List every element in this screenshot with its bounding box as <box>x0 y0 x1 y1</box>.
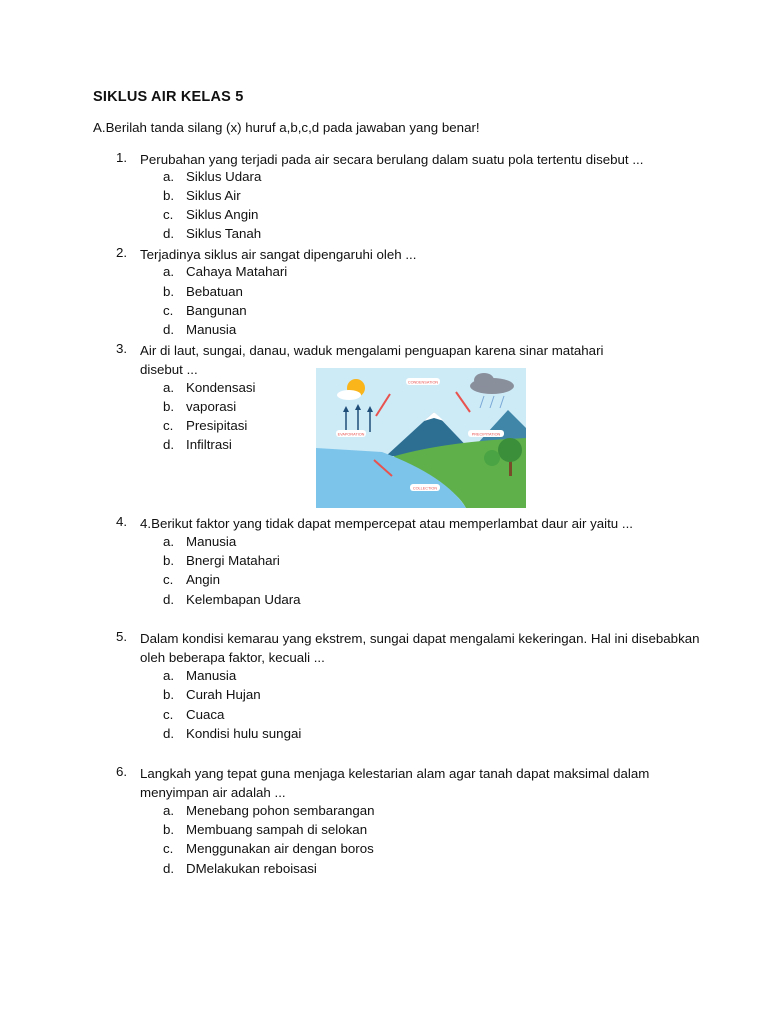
option-text: Membuang sampah di selokan <box>186 822 368 837</box>
option-text: Bangunan <box>186 303 247 318</box>
option-letter: a. <box>163 264 175 279</box>
water-cycle-diagram <box>316 368 526 508</box>
option-letter: d. <box>163 726 175 741</box>
option-letter: c. <box>163 418 174 433</box>
option-text: Bebatuan <box>186 284 243 299</box>
collection-label: COLLECTION <box>412 486 438 491</box>
question-text: Langkah yang tepat guna menjaga kelestarian alam agar tanah dapat maksimal dalam menyimpan air adalah ... <box>140 766 650 801</box>
option-letter: c. <box>163 207 174 222</box>
bush-icon <box>484 450 500 466</box>
option-letter: b. <box>163 399 175 414</box>
option-letter: c. <box>163 707 174 722</box>
option-text: Siklus Tanah <box>186 226 262 241</box>
option-text: vaporasi <box>186 399 237 414</box>
question-text: 4.Berikut faktor yang tidak dapat mempercepat atau memperlambat daur air yaitu ... <box>140 516 633 531</box>
option-text: Kondensasi <box>186 380 256 395</box>
question-number: 4. <box>116 514 128 529</box>
option-letter: a. <box>163 803 175 818</box>
option-letter: c. <box>163 841 174 856</box>
question-number: 2. <box>116 245 128 260</box>
tree-icon <box>498 438 522 462</box>
option-text: Angin <box>186 572 221 587</box>
option-letter: b. <box>163 284 175 299</box>
option-letter: d. <box>163 592 175 607</box>
option-text: Siklus Air <box>186 188 241 203</box>
condensation-label: CONDENSATION <box>407 380 439 385</box>
option-text: Cahaya Matahari <box>186 264 288 279</box>
question-number: 1. <box>116 150 128 165</box>
worksheet-title: SIKLUS AIR KELAS 5 <box>93 89 244 105</box>
option-text: DMelakukan reboisasi <box>186 861 317 876</box>
option-text: Manusia <box>186 668 237 683</box>
option-text: Menebang pohon sembarangan <box>186 803 375 818</box>
option-letter: c. <box>163 303 174 318</box>
question-text: Perubahan yang terjadi pada air secara berulang dalam suatu pola tertentu disebut ... <box>140 152 644 167</box>
question-text: Terjadinya siklus air sangat dipengaruhi oleh ... <box>140 247 417 262</box>
option-text: Cuaca <box>186 707 225 722</box>
option-letter: d. <box>163 861 175 876</box>
question-number: 3. <box>116 341 128 356</box>
option-text: Presipitasi <box>186 418 248 433</box>
option-text: Curah Hujan <box>186 687 261 702</box>
option-text: Bnergi Matahari <box>186 553 280 568</box>
rain-cloud-puff <box>474 373 494 387</box>
question-number: 5. <box>116 629 128 644</box>
option-text: Kondisi hulu sungai <box>186 726 302 741</box>
question-text: Air di laut, sungai, danau, waduk mengalami penguapan karena sinar matahari disebut ... <box>140 343 604 378</box>
option-text: Siklus Udara <box>186 169 262 184</box>
option-text: Kelembapan Udara <box>186 592 301 607</box>
instruction-text: A.Berilah tanda silang (x) huruf a,b,c,d pada jawaban yang benar! <box>93 120 480 135</box>
precipitation-label: PRECIPITATION <box>471 432 501 437</box>
option-letter: b. <box>163 553 175 568</box>
option-letter: b. <box>163 822 175 837</box>
option-letter: a. <box>163 668 175 683</box>
option-letter: b. <box>163 188 175 203</box>
question-text: Dalam kondisi kemarau yang ekstrem, sungai dapat mengalami kekeringan. Hal ini disebabkan oleh beberapa faktor, kecuali ... <box>140 631 700 666</box>
option-text: Infiltrasi <box>186 437 232 452</box>
option-text: Siklus Angin <box>186 207 259 222</box>
evaporation-label: EVAPORATION <box>337 432 365 437</box>
option-letter: d. <box>163 226 175 241</box>
option-text: Menggunakan air dengan boros <box>186 841 374 856</box>
option-letter: b. <box>163 687 175 702</box>
option-letter: d. <box>163 437 175 452</box>
option-letter: c. <box>163 572 174 587</box>
option-text: Manusia <box>186 322 237 337</box>
option-letter: a. <box>163 534 175 549</box>
option-letter: a. <box>163 169 175 184</box>
sun-cloud-icon <box>337 390 361 400</box>
option-text: Manusia <box>186 534 237 549</box>
question-number: 6. <box>116 764 128 779</box>
option-letter: d. <box>163 322 175 337</box>
option-letter: a. <box>163 380 175 395</box>
